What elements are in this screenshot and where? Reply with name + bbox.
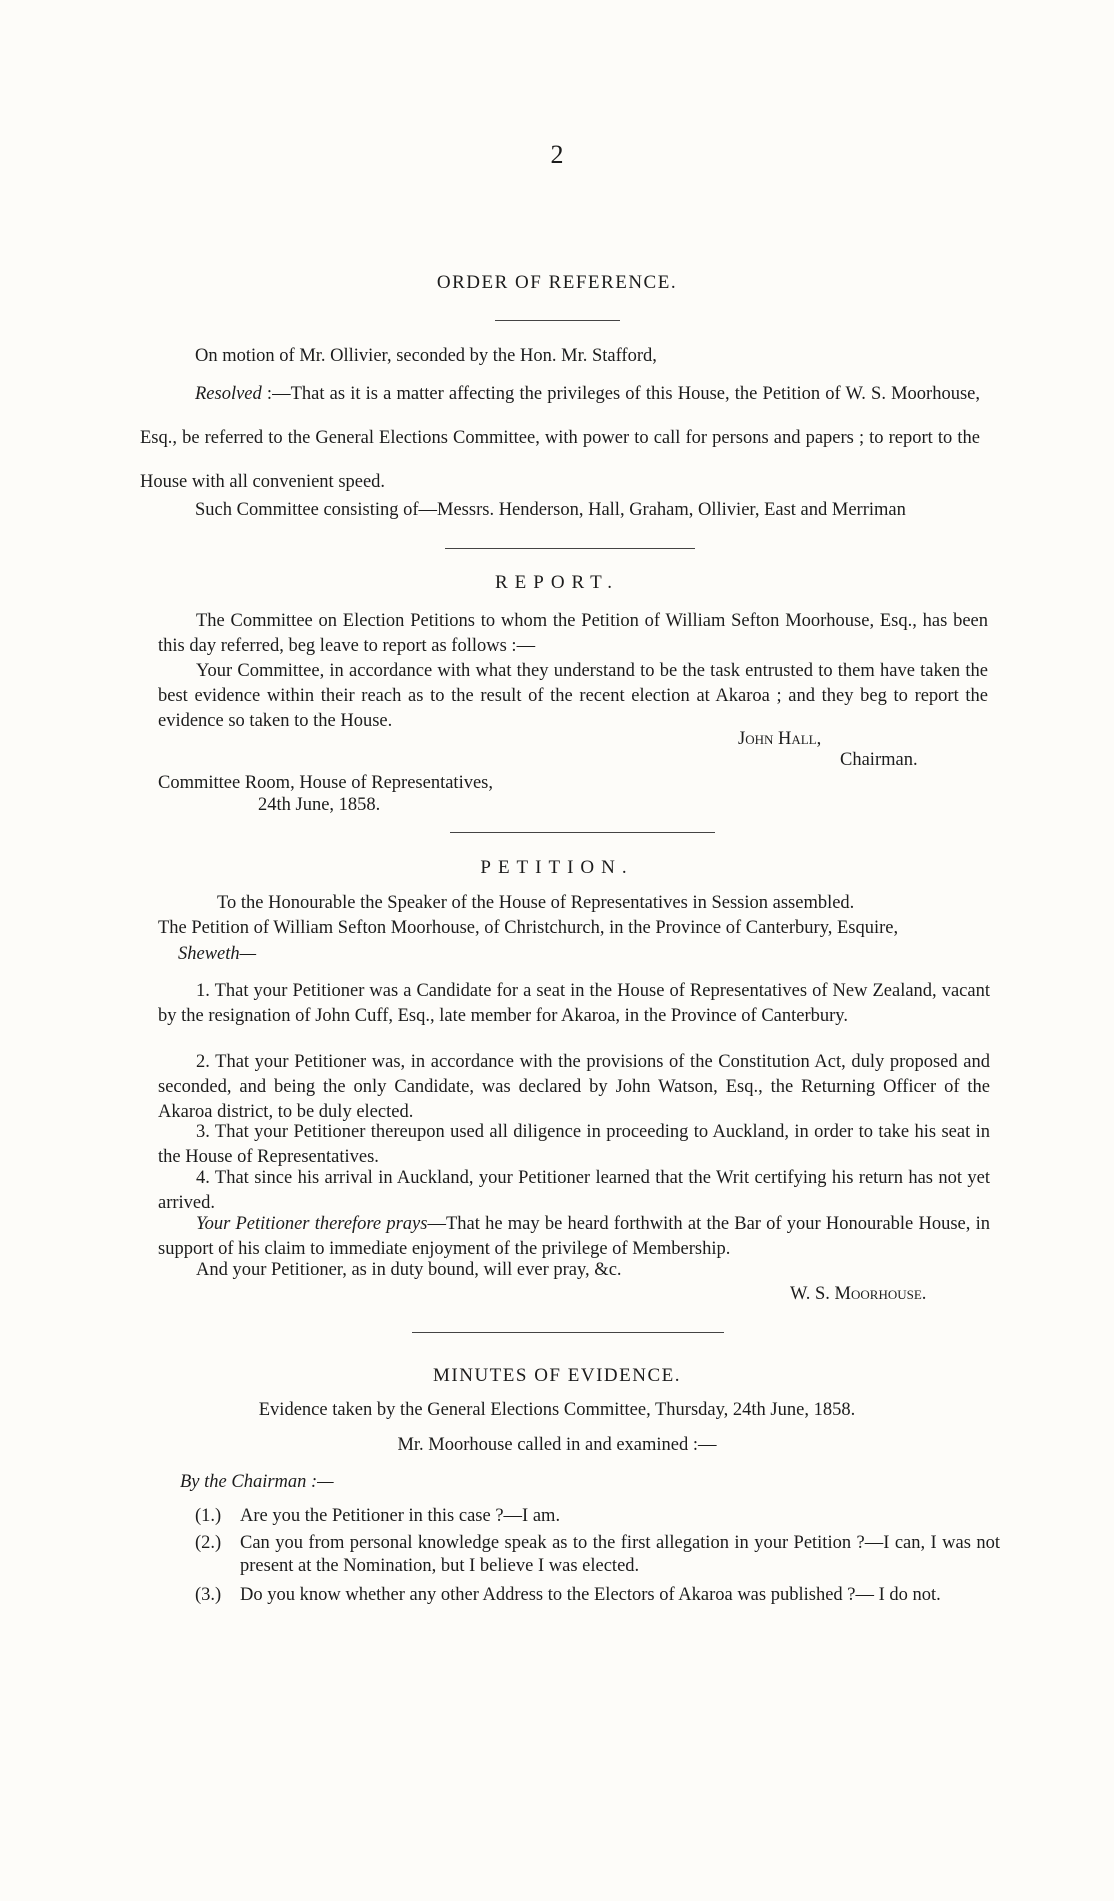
evidence-taken: Evidence taken by the General Elections Committee, Thursday, 24th June, 1858. xyxy=(258,1400,856,1420)
report-signature-title: Chairman. xyxy=(840,750,918,770)
witness-called: Mr. Moorhouse called in and examined :— xyxy=(397,1435,717,1455)
petition-address: To the Honourable the Speaker of the House of Representatives in Session assembled. xyxy=(217,893,855,913)
question-text: Can you from personal knowledge speak as to the first allegation in your Petition ?—I can, I was not present at the Nomination, but I believe I was elected. xyxy=(240,1533,1000,1576)
report-date: 24th June, 1858. xyxy=(258,795,381,815)
report-signature-name: John Hall, xyxy=(738,729,822,749)
resolved-text: :—That as it is a matter affecting the privileges of this House, the Petition of W. S. Moorhouse, Esq., be referred to the General Elections Committee, with power to call for persons and papers ; to report to the House with all convenient speed. xyxy=(140,384,980,492)
question-3 xyxy=(195,1584,1005,1632)
examiner-label xyxy=(180,1472,334,1493)
petition-item-4: 4. That since his arrival in Auckland, your Petitioner learned that the Writ certifying his return has not yet arrived. xyxy=(158,1168,990,1213)
section-rule xyxy=(445,548,695,549)
resolved-paragraph xyxy=(140,372,980,504)
report-paragraph-2: Your Committee, in accordance with what they understand to be the task entrusted to them have taken the best evidence within their reach as to the result of the recent election at Akaroa ; and they beg to report the evidence so taken to the House. xyxy=(158,661,988,731)
report-heading: REPORT. xyxy=(494,572,620,593)
prayer-label: Your Petitioner therefore prays xyxy=(196,1214,428,1234)
order-of-reference-heading: ORDER OF REFERENCE. xyxy=(436,272,678,293)
motion-text: On motion of Mr. Ollivier, seconded by the Hon. Mr. Stafford, xyxy=(195,346,657,366)
committee-members: Such Committee consisting of—Messrs. Henderson, Hall, Graham, Ollivier, East and Merriman xyxy=(195,500,906,520)
question-text: Do you know whether any other Address to the Electors of Akaroa was published ?— I do not. xyxy=(240,1585,941,1605)
question-number: (1.) xyxy=(195,1506,222,1526)
petition-intro: The Petition of William Sefton Moorhouse, of Christchurch, in the Province of Canterbury, Esquire, xyxy=(158,918,899,938)
petition-heading: PETITION. xyxy=(480,857,634,878)
question-number: (3.) xyxy=(195,1585,222,1605)
petition-closing: And your Petitioner, as in duty bound, will ever pray, &c. xyxy=(196,1260,622,1280)
section-rule xyxy=(495,320,620,321)
report-place: Committee Room, House of Representatives, xyxy=(158,773,493,793)
sheweth-label: Sheweth— xyxy=(178,944,257,964)
question-1 xyxy=(195,1505,1005,1529)
section-rule xyxy=(450,832,715,833)
petition-item-1: 1. That your Petitioner was a Candidate for a seat in the House of Representatives of New Zealand, vacant by the resignation of John Cuff, Esq., late member for Akaroa, in the Province of Canterbury. xyxy=(158,981,990,1026)
petition-item-3: 3. That your Petitioner thereupon used all diligence in proceeding to Auckland, in order to take his seat in the House of Representatives. xyxy=(158,1122,990,1167)
minutes-heading: MINUTES OF EVIDENCE. xyxy=(433,1365,681,1386)
petition-item-2: 2. That your Petitioner was, in accordance with the provisions of the Constitution Act, duly proposed and seconded, and being the only Candidate, was declared by John Watson, Esq., the Returning Officer of the Akaroa district, to be duly elected. xyxy=(158,1052,990,1122)
resolved-label: Resolved xyxy=(195,384,262,404)
petition-sheweth xyxy=(178,944,256,965)
petition-signature: W. S. Moorhouse. xyxy=(790,1284,927,1304)
prayer-text: —That he may be heard forthwith at the Bar of your Honourable House, in support of his claim to immediate enjoyment of the privilege of Membership. xyxy=(158,1214,990,1259)
question-text: Are you the Petitioner in this case ?—I am. xyxy=(240,1506,561,1526)
page-number: 2 xyxy=(550,140,564,169)
petition-prayer xyxy=(158,1212,990,1262)
question-2 xyxy=(195,1532,1005,1580)
question-number: (2.) xyxy=(195,1533,222,1553)
section-rule xyxy=(412,1332,724,1333)
by-the-chairman: By the Chairman :— xyxy=(180,1472,334,1492)
report-paragraph-1: The Committee on Election Petitions to whom the Petition of William Sefton Moorhouse, Esq., has been this day referred, beg leave to report as follows :— xyxy=(158,611,988,656)
